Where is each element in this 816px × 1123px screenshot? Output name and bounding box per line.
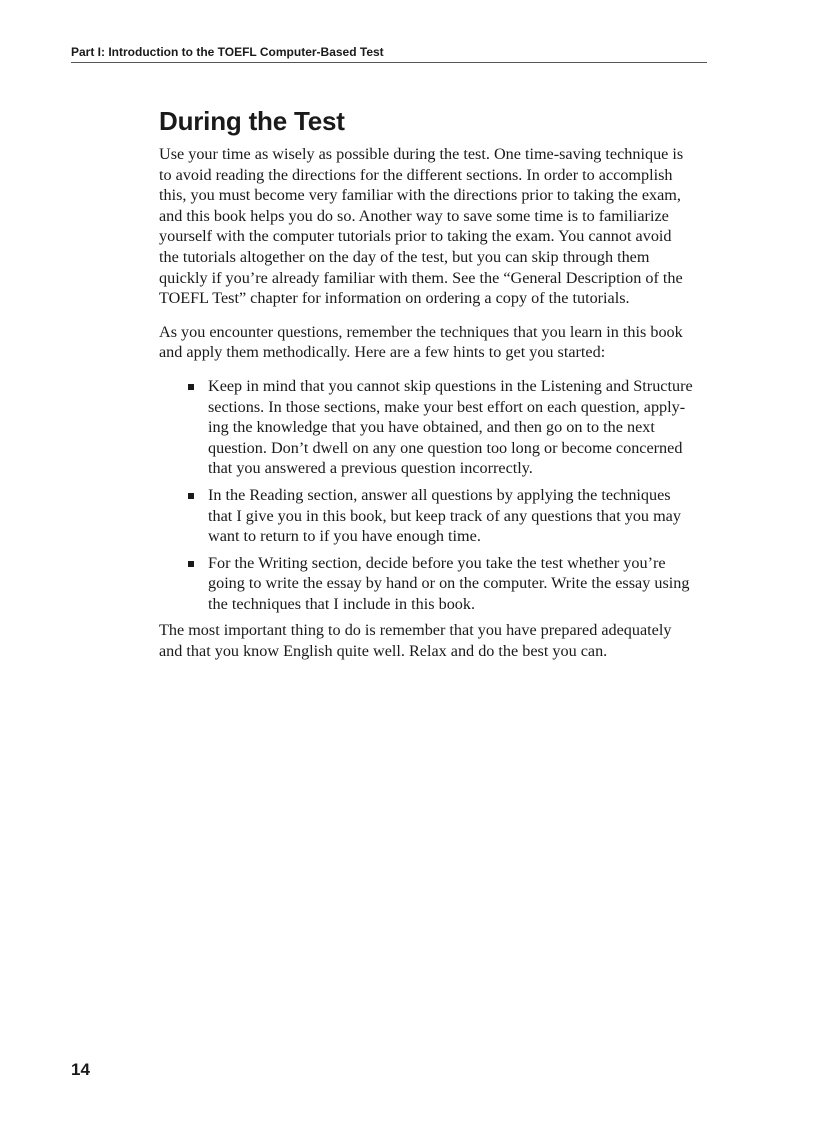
text-line: and apply them methodically. Here are a few hints to get you started: xyxy=(159,343,606,362)
text-line: sections. In those sections, make your best effort on each question, apply- xyxy=(208,397,686,416)
running-header xyxy=(71,44,707,63)
text-line: the tutorials altogether on the day of the test, but you can skip through them xyxy=(159,247,650,266)
section-heading: During the Test xyxy=(159,106,345,136)
paragraph-closing xyxy=(159,620,719,661)
text-line: ing the knowledge that you have obtained, and then go on to the next xyxy=(208,418,655,437)
text-line: As you encounter questions, remember the techniques that you learn in this book xyxy=(159,322,683,341)
hints-list xyxy=(159,376,719,615)
text-line: and that you know English quite well. Relax and do the best you can. xyxy=(159,642,608,661)
running-header-title: Part I: Introduction to the TOEFL Computer-Based Test xyxy=(71,45,384,59)
text-line: to avoid reading the directions for the different sections. In order to accomplish xyxy=(159,165,673,184)
hint-item-listening-structure xyxy=(208,376,719,479)
text-line: Keep in mind that you cannot skip questions in the Listening and Structure xyxy=(208,376,693,395)
square-bullet-icon xyxy=(188,561,194,567)
text-line: going to write the essay by hand or on the computer. Write the essay using xyxy=(208,574,690,593)
text-line: this, you must become very familiar with the directions prior to taking the exam, xyxy=(159,186,681,205)
hint-item-reading xyxy=(208,485,719,547)
text-line: The most important thing to do is remember that you have prepared adequately xyxy=(159,621,672,640)
text-line: In the Reading section, answer all questions by applying the techniques xyxy=(208,485,671,504)
paragraph-intro xyxy=(159,144,719,309)
text-line: For the Writing section, decide before you take the test whether you’re xyxy=(208,553,666,572)
text-line: TOEFL Test” chapter for information on ordering a copy of the tutorials. xyxy=(159,289,630,308)
page-number: 14 xyxy=(71,1060,90,1079)
text-line: that I give you in this book, but keep track of any questions that you may xyxy=(208,506,681,525)
text-line: want to return to if you have enough time. xyxy=(208,527,481,546)
text-line: the techniques that I include in this book. xyxy=(208,594,476,613)
square-bullet-icon xyxy=(188,493,194,499)
text-line: that you answered a previous question incorrectly. xyxy=(208,459,533,478)
paragraph-hints-intro xyxy=(159,322,719,363)
text-line: quickly if you’re already familiar with them. See the “General Description of the xyxy=(159,268,683,287)
page-content xyxy=(159,104,719,675)
text-line: Use your time as wisely as possible during the test. One time-saving technique is xyxy=(159,145,684,163)
text-line: yourself with the computer tutorials prior to taking the exam. You cannot avoid xyxy=(159,227,672,246)
text-line: and this book helps you do so. Another way to save some time is to familiarize xyxy=(159,206,669,225)
text-line: question. Don’t dwell on any one question too long or become concerned xyxy=(208,438,683,457)
square-bullet-icon xyxy=(188,384,194,390)
hint-item-writing xyxy=(208,553,719,615)
